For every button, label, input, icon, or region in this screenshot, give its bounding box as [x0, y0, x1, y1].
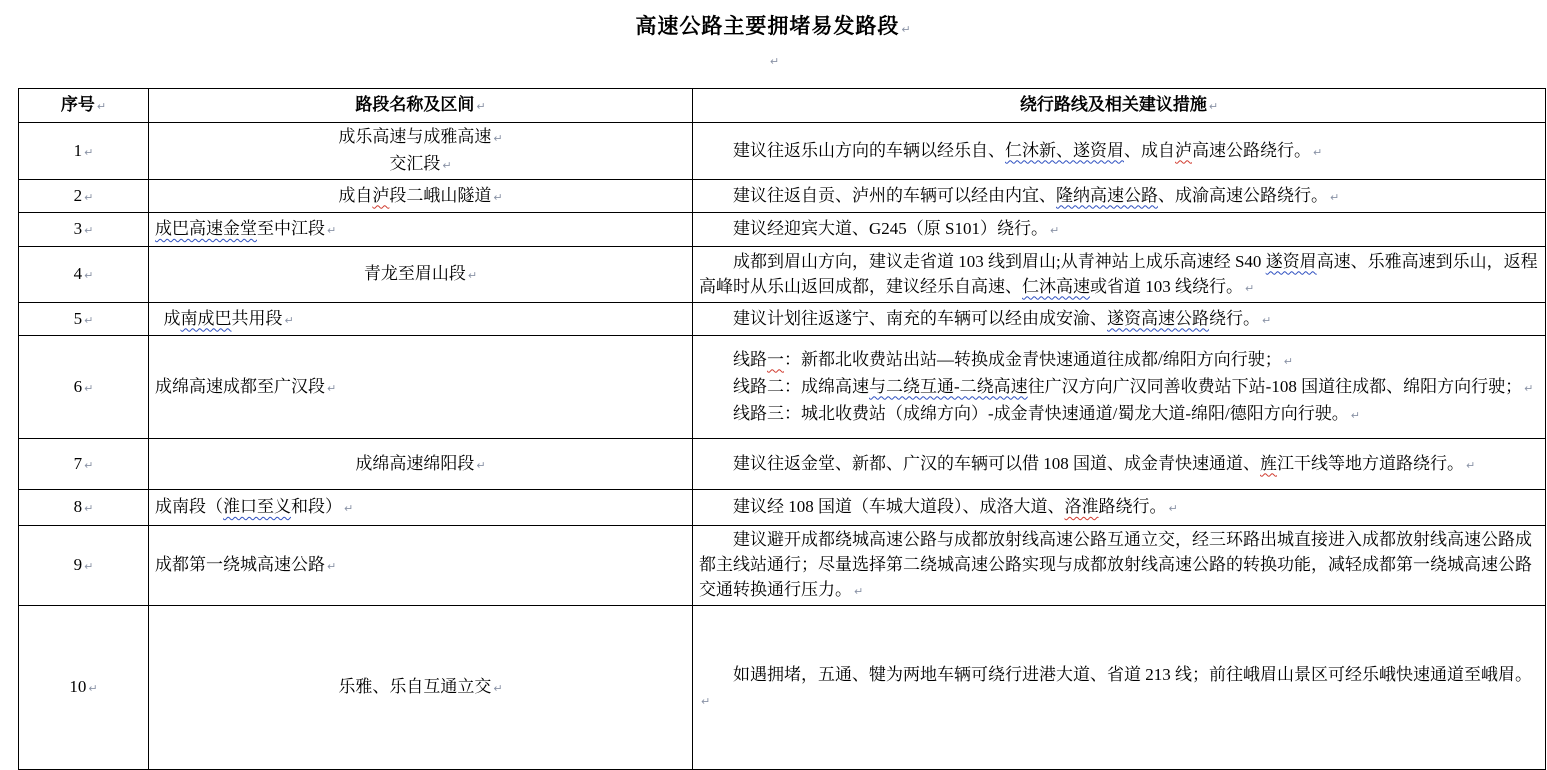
paragraph	[699, 216, 1539, 243]
text-run: 交汇段	[389, 154, 441, 173]
paragraph-mark-icon: ↵	[327, 560, 337, 573]
paragraph-mark-icon: ↵	[327, 224, 337, 237]
paragraph-mark-icon: ↵	[1313, 145, 1323, 159]
text-run: 路绕行。	[1098, 497, 1167, 516]
spellcheck-blue-wavy-underline: 与二绕互通-二绕高速	[869, 376, 1028, 396]
spellcheck-red-wavy-underline: 洛淮	[1064, 497, 1099, 516]
spellcheck-blue-wavy-underline: 仁沐新、遂资眉	[1005, 140, 1124, 160]
paragraph	[699, 138, 1539, 165]
paragraph	[699, 306, 1539, 333]
table-row	[19, 336, 1546, 439]
table-row	[19, 247, 1546, 303]
text-run: 至中江段	[257, 219, 325, 238]
spellcheck-blue-wavy-underline: 遂资眉	[1265, 251, 1317, 271]
paragraph	[25, 306, 142, 333]
paragraph-mark-icon: ↵	[84, 224, 94, 237]
paragraph	[25, 261, 142, 288]
table-row	[19, 123, 1546, 180]
spellcheck-red-wavy-underline: 泸	[1175, 140, 1192, 160]
spellcheck-red-wavy-underline: 泸	[372, 185, 390, 205]
text-run: 建议计划往返遂宁、南充的车辆可以经由成安渝、	[733, 308, 1107, 328]
paragraph	[699, 249, 1539, 301]
text-run: 成绵高速绵阳段	[355, 453, 475, 473]
text-run: 江干线等地方道路绕行。	[1277, 453, 1464, 473]
text-run: 高速公路绕行。	[1192, 140, 1311, 160]
paragraph-mark-icon: ↵	[1168, 502, 1178, 515]
text-run: 7	[73, 453, 83, 473]
paragraph	[699, 374, 1539, 401]
paragraph	[155, 674, 686, 701]
paragraph-mark-icon: ↵	[493, 132, 503, 145]
text-run: 成绵高速成都至广汉段	[155, 376, 325, 396]
text-run: 1	[73, 140, 83, 160]
spellcheck-red-wavy-underline: 一	[767, 349, 784, 369]
text-run: 成	[155, 308, 181, 328]
advice-cell[interactable]	[693, 526, 1546, 606]
spellcheck-red-wavy-underline: 旌	[1260, 453, 1277, 473]
paragraph-mark-icon: ↵	[854, 585, 864, 598]
paragraph	[155, 216, 686, 243]
section-name-cell[interactable]	[149, 606, 693, 770]
paragraph-mark-icon: ↵	[701, 694, 711, 708]
paragraph-mark-icon: ↵	[84, 560, 94, 573]
paragraph-mark-icon: ↵	[1524, 381, 1534, 395]
paragraph	[25, 138, 142, 165]
paragraph	[25, 494, 142, 521]
row-number-cell[interactable]	[19, 213, 149, 247]
text-run: 、成自	[1124, 140, 1175, 160]
paragraph-mark-icon: ↵	[1350, 408, 1360, 422]
text-run: 建议往返自贡、泸州的车辆可以经由内宜、	[733, 185, 1056, 205]
table-row	[19, 490, 1546, 526]
paragraph	[699, 401, 1539, 428]
row-number-cell[interactable]	[19, 439, 149, 490]
paragraph-mark-icon: ↵	[84, 502, 94, 515]
text-run: 成乐高速与成雅高速	[338, 127, 492, 146]
text-run: 如遇拥堵，五通、犍为两地车辆可绕行进港大道、省道 213 线；前往峨眉山景区可经乐峨快速通道至峨眉。	[733, 664, 1532, 684]
paragraph-mark-icon: ↵	[84, 381, 94, 395]
row-number-cell[interactable]	[19, 526, 149, 606]
text-run: 成南段（	[155, 497, 223, 516]
paragraph	[25, 216, 142, 243]
paragraph	[155, 183, 686, 210]
spellcheck-blue-wavy-underline: 隆纳高速公路	[1056, 185, 1158, 205]
paragraph	[699, 183, 1539, 210]
section-name-cell[interactable]	[149, 526, 693, 606]
text-run: 建议往返金堂、新都、广汉的车辆可以借 108 国道、成金青快速通道、	[733, 453, 1260, 473]
advice-cell[interactable]	[693, 336, 1546, 439]
text-run: 成自	[338, 185, 373, 205]
paragraph-mark-icon: ↵	[84, 145, 94, 159]
section-name-cell[interactable]	[149, 180, 693, 213]
row-number-cell[interactable]	[19, 606, 149, 770]
document-title-text: 高速公路主要拥堵易发路段	[635, 14, 900, 38]
paragraph	[25, 374, 142, 401]
table-row	[19, 439, 1546, 490]
header-label: 绕行路线及相关建议措施	[1019, 95, 1207, 114]
row-number-cell[interactable]	[19, 303, 149, 336]
text-run: 建议避开成都绕城高速公路与成都放射线高速公路互通立交，经三环路出城直接进入成都放射线高速公路成都主线站通行；尽量选择第二绕城高速公路实现与成都放射线高速公路的转换功能，减轻成都第一绕城高速公路交通转换通行压力。	[699, 530, 1532, 599]
text-run: 或省道 103 线绕行。	[1090, 276, 1243, 296]
text-run: 建议经迎宾大道、G245（原 S101）绕行。	[733, 219, 1048, 238]
text-run: 建议往返乐山方向的车辆以经乐自、	[733, 140, 1005, 160]
table-body	[19, 123, 1546, 770]
text-run: 4	[73, 264, 83, 283]
paragraph	[25, 183, 142, 210]
paragraph-mark-icon: ↵	[901, 23, 912, 36]
spellcheck-blue-wavy-underline: 南成巴	[180, 308, 232, 328]
document-title[interactable]	[0, 0, 1547, 40]
text-run: 和段）	[291, 497, 342, 516]
paragraph-mark-icon: ↵	[476, 100, 486, 113]
row-number-cell[interactable]	[19, 336, 149, 439]
paragraph-mark-icon: ↵	[493, 190, 503, 204]
text-run: 、成渝高速公路绕行。	[1158, 185, 1328, 205]
paragraph-mark-icon: ↵	[84, 269, 94, 282]
text-run: 3	[73, 219, 83, 238]
paragraph-mark-icon: ↵	[84, 313, 94, 327]
advice-cell[interactable]	[693, 213, 1546, 247]
table-row	[19, 213, 1546, 247]
text-run: 高速、乐雅高速到乐山，返程高峰时从乐山返回成都，建议经乐自高速、	[699, 251, 1538, 296]
paragraph-mark-icon: ↵	[96, 100, 107, 113]
section-name-cell[interactable]	[149, 336, 693, 439]
section-name-cell[interactable]	[149, 247, 693, 303]
advice-cell[interactable]	[693, 490, 1546, 526]
table-row	[19, 180, 1546, 213]
advice-cell[interactable]	[693, 439, 1546, 490]
paragraph	[699, 494, 1539, 521]
paragraph-mark-icon: ↵	[84, 458, 94, 472]
text-run: 5	[73, 308, 83, 328]
paragraph-mark-icon: ↵	[442, 159, 452, 172]
row-number-cell[interactable]	[19, 247, 149, 303]
paragraph	[699, 451, 1539, 478]
header-cell-index[interactable]	[19, 89, 149, 123]
paragraph	[25, 552, 142, 579]
paragraph	[155, 451, 686, 478]
congestion-sections-table	[18, 88, 1546, 770]
text-run: 往广汉方向广汉同善收费站下站-108 国道往成都、绵阳方向行驶；	[1027, 376, 1523, 396]
paragraph	[155, 124, 686, 151]
paragraph	[25, 674, 142, 701]
text-run: 乐雅、乐自互通立交	[338, 677, 492, 696]
header-cell-advice[interactable]	[693, 89, 1546, 123]
table-header-row	[19, 89, 1546, 123]
text-run: 9	[73, 555, 83, 574]
header-label: 路段名称及区间	[355, 95, 475, 114]
paragraph-mark-icon: ↵	[327, 381, 337, 395]
section-name-cell[interactable]	[149, 490, 693, 526]
empty-paragraph[interactable]	[0, 40, 1547, 82]
paragraph	[699, 347, 1539, 374]
paragraph	[699, 662, 1539, 714]
header-label: 序号	[60, 95, 95, 114]
text-run: 6	[73, 376, 83, 396]
paragraph-mark-icon: ↵	[769, 55, 780, 68]
spellcheck-blue-wavy-underline: 仁沐高速	[1022, 276, 1090, 296]
advice-cell[interactable]	[693, 303, 1546, 336]
table-row	[19, 606, 1546, 770]
paragraph	[155, 494, 686, 521]
paragraph-mark-icon: ↵	[467, 269, 478, 282]
advice-cell[interactable]	[693, 123, 1546, 180]
section-name-cell[interactable]	[149, 123, 693, 180]
row-number-cell[interactable]	[19, 490, 149, 526]
text-run: 绕行。	[1209, 308, 1260, 328]
header-cell-section[interactable]	[149, 89, 693, 123]
paragraph	[155, 261, 686, 288]
paragraph-mark-icon: ↵	[88, 682, 98, 695]
section-name-cell[interactable]	[149, 439, 693, 490]
text-run: ：新都北收费站出站—转换成金青快速通道往成都/绵阳方向行驶；	[784, 349, 1282, 369]
text-run: 10	[69, 677, 87, 696]
table-row	[19, 526, 1546, 606]
spellcheck-blue-wavy-underline: 成巴高速金堂	[155, 219, 257, 238]
paragraph-mark-icon: ↵	[1208, 100, 1219, 113]
text-run: 青龙至眉山段	[363, 264, 466, 283]
row-number-cell[interactable]	[19, 180, 149, 213]
text-run: 成都到眉山方向，建议走省道 103 线到眉山;从青神站上成乐高速经 S40	[733, 251, 1266, 271]
text-run: 2	[73, 185, 83, 205]
text-run: 共用段	[231, 308, 283, 328]
paragraph	[25, 451, 142, 478]
advice-cell[interactable]	[693, 606, 1546, 770]
paragraph	[155, 374, 686, 401]
paragraph-mark-icon: ↵	[84, 190, 94, 204]
paragraph	[155, 552, 686, 579]
advice-cell[interactable]	[693, 180, 1546, 213]
section-name-cell[interactable]	[149, 213, 693, 247]
row-number-cell[interactable]	[19, 123, 149, 180]
paragraph-mark-icon: ↵	[1283, 354, 1293, 368]
paragraph	[155, 306, 686, 333]
text-run: 线路	[733, 349, 767, 369]
paragraph-mark-icon: ↵	[1330, 190, 1340, 204]
text-run: 段二峨山隧道	[389, 185, 492, 205]
paragraph-mark-icon: ↵	[284, 313, 294, 327]
paragraph-mark-icon: ↵	[493, 682, 503, 695]
section-name-cell[interactable]	[149, 303, 693, 336]
text-run: 8	[73, 497, 83, 516]
text-run: 成都第一绕城高速公路	[155, 555, 325, 574]
text-run: 线路二：成绵高速	[733, 376, 869, 396]
spellcheck-blue-wavy-underline: 淮口至义	[223, 497, 291, 516]
paragraph-mark-icon: ↵	[344, 502, 354, 515]
text-run: 建议经 108 国道（车城大道段）、成洛大道、	[733, 497, 1065, 516]
paragraph-mark-icon: ↵	[1245, 281, 1255, 295]
paragraph	[699, 527, 1539, 604]
paragraph-mark-icon: ↵	[1466, 458, 1476, 472]
paragraph	[155, 151, 686, 178]
table-row	[19, 303, 1546, 336]
spellcheck-blue-wavy-underline: 遂资高速公路	[1107, 308, 1209, 328]
advice-cell[interactable]	[693, 247, 1546, 303]
text-run: 线路三：城北收费站（成绵方向）-成金青快速通道/蜀龙大道-绵阳/德阳方向行驶。	[733, 403, 1349, 423]
paragraph-mark-icon: ↵	[1262, 313, 1272, 327]
paragraph-mark-icon: ↵	[1049, 224, 1060, 237]
paragraph-mark-icon: ↵	[476, 458, 486, 472]
